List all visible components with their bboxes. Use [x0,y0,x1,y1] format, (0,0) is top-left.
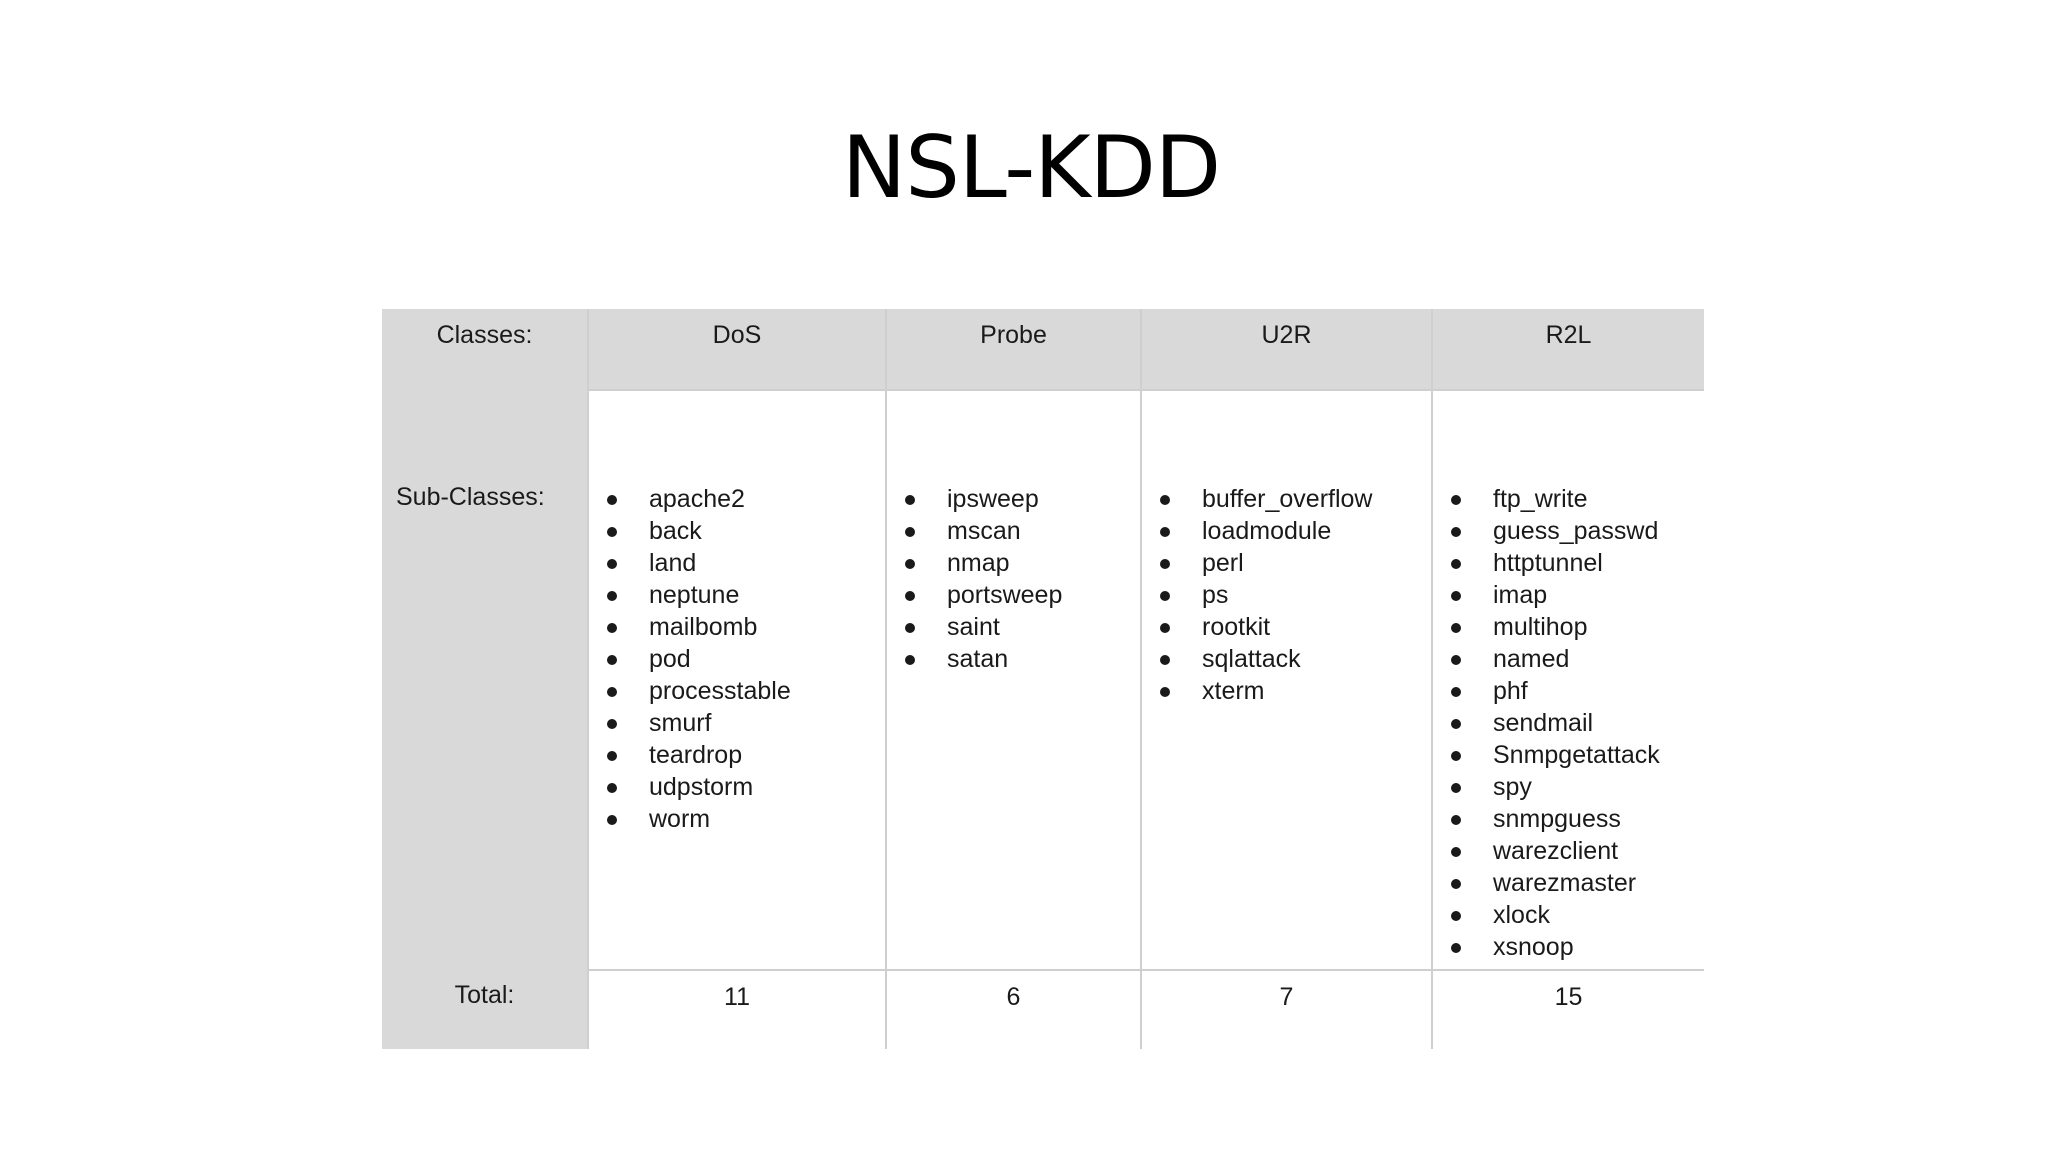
list-item [1142,483,1372,515]
bullet-icon [905,495,915,505]
list-item [1142,611,1372,643]
bullet-icon [607,559,617,569]
subclass-name: apache2 [649,485,745,513]
total-label: Total: [454,981,515,1009]
subclass-name: land [649,549,697,577]
bullet-icon [1451,911,1461,921]
list-item [1433,835,1660,867]
bullet-icon [607,719,617,729]
subclass-name: xlock [1493,901,1550,929]
bullet-icon [1451,623,1461,633]
list-item [1142,515,1372,547]
bullet-icon [905,623,915,633]
bullet-icon [1451,495,1461,505]
bullet-icon [1451,527,1461,537]
bullet-icon [905,655,915,665]
subclass-list-probe [887,483,1062,675]
bullet-icon [905,591,915,601]
list-item [1433,579,1660,611]
list-item [1142,643,1372,675]
header-r2l: R2L [1545,321,1592,349]
total-dos: 11 [724,983,750,1011]
header-probe: Probe [980,321,1047,349]
bullet-icon [607,687,617,697]
subclass-name: pod [649,645,691,673]
subclass-name: phf [1493,677,1528,705]
subclasses-cell-u2r [1140,389,1431,969]
header-cell-u2r [1140,309,1431,389]
total-label-cell [382,969,587,1049]
subclass-list-r2l [1433,483,1660,963]
subclass-name: loadmodule [1202,517,1332,545]
bullet-icon [607,495,617,505]
bullet-icon [1451,943,1461,953]
subclass-name: warezclient [1493,837,1619,865]
bullet-icon [1160,591,1170,601]
list-item [887,611,1062,643]
subclass-list-u2r [1142,483,1372,707]
list-item [887,547,1062,579]
subclass-name: warezmaster [1493,869,1637,897]
list-item [589,707,791,739]
subclasses-cell-dos [587,389,885,969]
list-item [1433,771,1660,803]
total-probe: 6 [1006,983,1021,1011]
total-r2l: 15 [1554,983,1583,1011]
subclass-name: imap [1493,581,1548,609]
subclass-name: ipsweep [947,485,1039,513]
subclass-name: rootkit [1202,613,1271,641]
list-item [1433,803,1660,835]
bullet-icon [607,815,617,825]
header-dos: DoS [712,321,762,349]
subclass-name: mailbomb [649,613,758,641]
subclass-name: multihop [1493,613,1588,641]
list-item [887,579,1062,611]
subclass-name: xterm [1202,677,1265,705]
bullet-icon [1451,783,1461,793]
bullet-icon [1160,559,1170,569]
subclass-name: named [1493,645,1570,673]
bullet-icon [1160,495,1170,505]
bullet-icon [1451,591,1461,601]
bullet-icon [1451,847,1461,857]
bullet-icon [607,623,617,633]
header-cell-probe [885,309,1140,389]
bullet-icon [1451,559,1461,569]
subclass-name: worm [649,805,711,833]
total-u2r: 7 [1279,983,1294,1011]
list-item [1142,579,1372,611]
header-u2r: U2R [1261,321,1312,349]
list-item [589,643,791,675]
subclass-name: httptunnel [1493,549,1603,577]
subclass-name: portsweep [947,581,1063,609]
bullet-icon [607,783,617,793]
list-item [589,675,791,707]
total-cell-dos [587,969,885,1049]
bullet-icon [1451,815,1461,825]
list-item [589,515,791,547]
list-item [887,643,1062,675]
bullet-icon [1451,687,1461,697]
subclass-name: ps [1202,581,1229,609]
list-item [1433,643,1660,675]
subclass-name: smurf [649,709,712,737]
header-label: Classes: [436,321,533,349]
bullet-icon [1160,655,1170,665]
list-item [1433,483,1660,515]
header-label-cell [382,309,587,389]
total-cell-r2l [1431,969,1704,1049]
list-item [589,739,791,771]
list-item [1433,739,1660,771]
subclass-name: perl [1202,549,1244,577]
subclass-name: mscan [947,517,1021,545]
bullet-icon [607,591,617,601]
subclass-name: saint [947,613,1000,641]
bullet-icon [1160,623,1170,633]
list-item [589,771,791,803]
bullet-icon [1451,719,1461,729]
subclass-name: guess_passwd [1493,517,1659,545]
bullet-icon [1451,655,1461,665]
subclass-name: processtable [649,677,791,705]
list-item [1433,547,1660,579]
list-item [887,515,1062,547]
subclass-name: snmpguess [1493,805,1621,833]
subclass-name: ftp_write [1493,485,1588,513]
subclasses-cell-r2l [1431,389,1704,969]
total-cell-u2r [1140,969,1431,1049]
list-item [1433,867,1660,899]
subclass-name: xsnoop [1493,933,1574,961]
bullet-icon [1451,751,1461,761]
subclass-name: neptune [649,581,740,609]
subclass-name: teardrop [649,741,743,769]
sub-classes-label: Sub-Classes: [396,483,545,511]
bullet-icon [1160,527,1170,537]
subclass-name: Snmpgetattack [1493,741,1660,769]
list-item [1433,675,1660,707]
bullet-icon [905,559,915,569]
subclass-name: spy [1493,773,1532,801]
bullet-icon [905,527,915,537]
list-item [589,483,791,515]
list-item [589,611,791,643]
bullet-icon [1160,687,1170,697]
list-item [589,803,791,835]
list-item [1433,707,1660,739]
list-item [589,579,791,611]
list-item [1433,899,1660,931]
header-cell-r2l [1431,309,1704,389]
slide-title: NSL-KDD [841,118,1221,218]
list-item [1433,931,1660,963]
subclass-name: udpstorm [649,773,754,801]
subclass-list-dos [589,483,791,835]
sub-label-cell [382,389,587,969]
subclass-name: back [649,517,702,545]
bullet-icon [607,751,617,761]
list-item [1142,547,1372,579]
subclass-name: buffer_overflow [1202,485,1373,513]
header-cell-dos [587,309,885,389]
attack-classes-table [382,309,1704,1049]
subclass-name: satan [947,645,1009,673]
bullet-icon [607,527,617,537]
list-item [1433,515,1660,547]
subclass-name: nmap [947,549,1010,577]
list-item [1142,675,1372,707]
bullet-icon [607,655,617,665]
list-item [887,483,1062,515]
list-item [589,547,791,579]
subclass-name: sendmail [1493,709,1594,737]
list-item [1433,611,1660,643]
bullet-icon [1451,879,1461,889]
subclass-name: sqlattack [1202,645,1301,673]
subclasses-cell-probe [885,389,1140,969]
total-cell-probe [885,969,1140,1049]
